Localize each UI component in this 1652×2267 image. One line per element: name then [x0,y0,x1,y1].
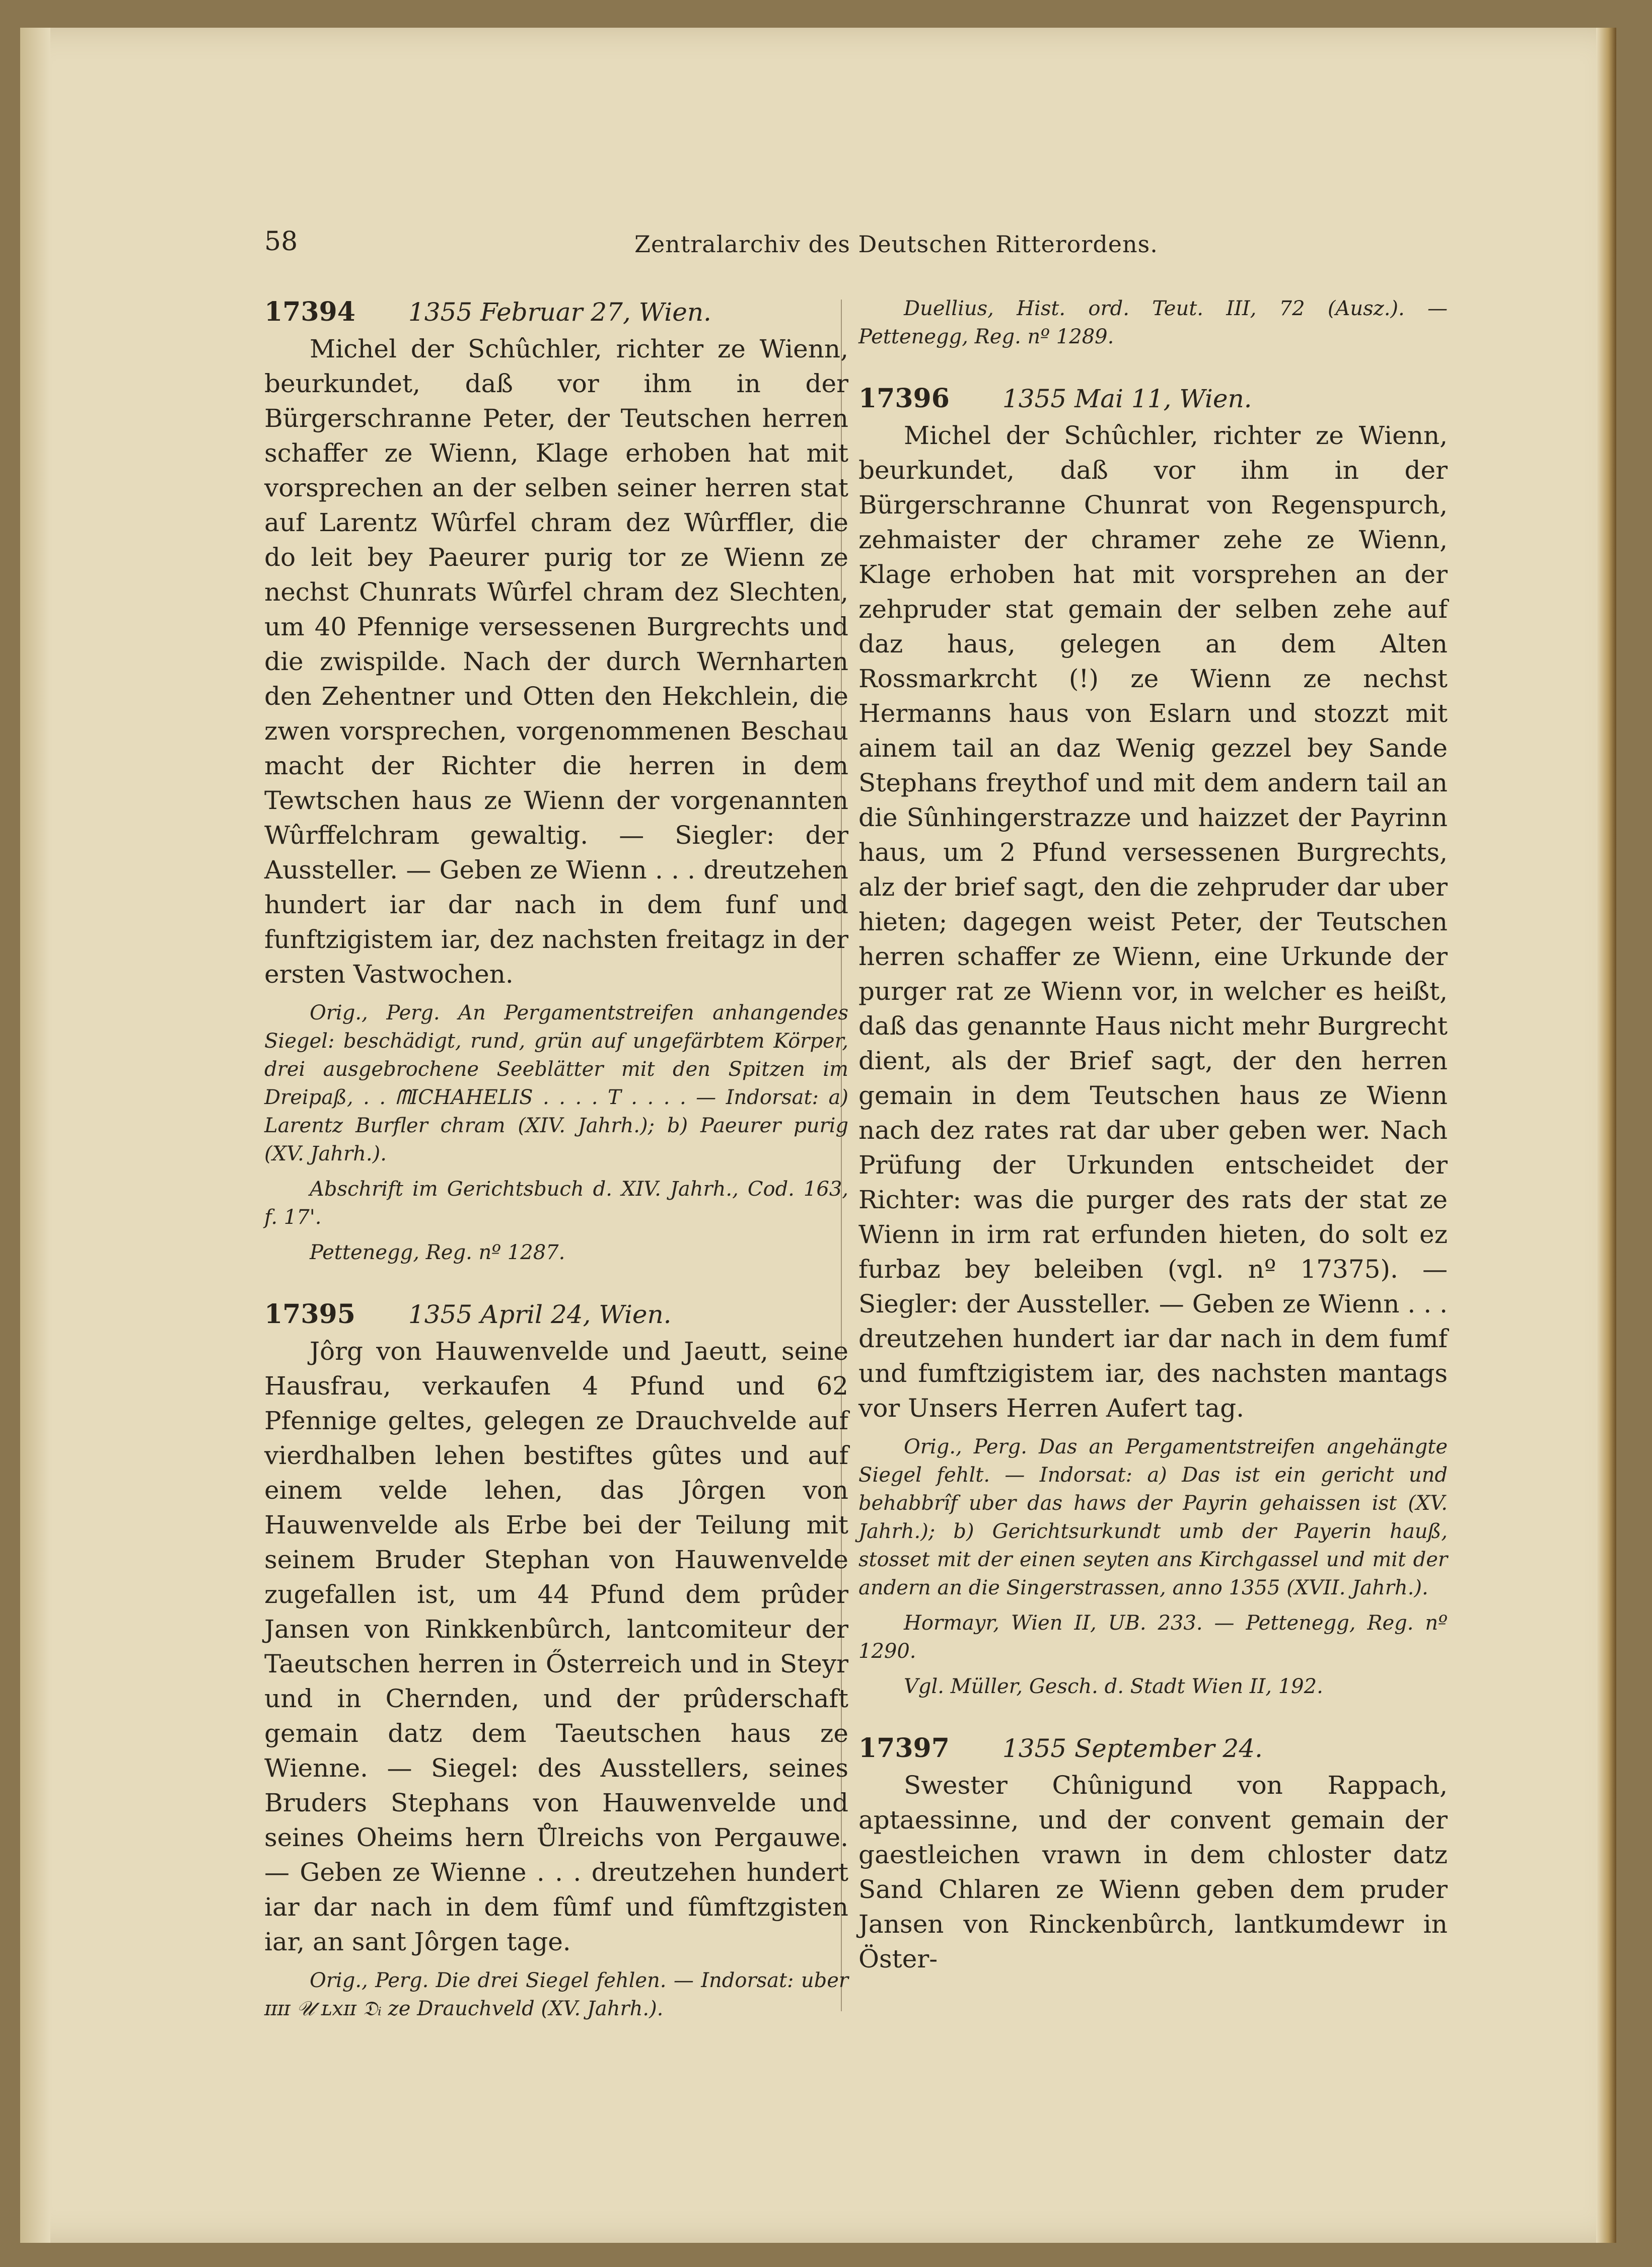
source-note: Orig., Perg. An Pergamentstreifen anhangendes Siegel: beschädigt, rund, grün auf ungefärbtem Körper, drei ausgebrochene Seeblätter mit den Spitzen im Dreipaß, . . ᗰICHAHELIS . . . . T . . . . — Indorsat: a) Larentz Burfler chram (XIV. Jahrh.); b) Paeurer purig (XV. Jahrh.). [264,1001,848,1165]
entry-number: 17396 [858,383,950,414]
entry-17397 [858,1731,1448,1977]
source-note: Orig., Perg. Das an Pergamentstreifen angehängte Siegel fehlt. — Indorsat: a) Das ist ein gericht und behabbrîf uber das haws der Payrin gehaissen ist (XV. Jahrh.); b) Gerichtsurkundt umb der Payerin hauß, stosset mit der einen seyten ans Kirchgassel und mit der andern an die Singerstrassen, anno 1355 (XVII. Jahrh.). [858,1435,1448,1599]
entry-text: Swester Chûnigund von Rappach, aptaessinne, und der convent gemain der gaestleichen vrawn in dem chloster datz Sand Chlaren ze Wienn geben dem pruder Jansen von Rinckenbûrch, lantkumdewr in Öster- [858,1771,1448,1973]
entry-heading [264,1297,848,1332]
literature-note: Vgl. Müller, Gesch. d. Stadt Wien II, 192. [904,1675,1323,1698]
running-title: Zentralarchiv des Deutschen Ritterordens. [634,231,1158,258]
page-header [264,227,1221,267]
entry-date: 1355 Mai 11, Wien. [1002,384,1252,413]
entry-notes [264,1966,848,2023]
entry-number: 17395 [264,1299,355,1330]
entry-text: Michel der Schûchler, richter ze Wienn, beurkundet, daß vor ihm in der Bürgerschranne Chunrat von Regenspurch, zehmaister der chramer zehe ze Wienn, Klage erhoben hat mit vorsprehen an der zehpruder stat gemain der selben zehe auf daz haus, gelegen an dem Alten Rossmarkrcht (!) ze Wienn ze nechst Hermanns haus von Eslarn und stozzt mit ainem tail an daz Wenig gezzel bey Sande Stephans freythof und mit dem andern tail an die Sûnhingerstrazze und haizzet der Payrinn haus, um 2 Pfund versessenen Burgrechts, alz der brief sagt, den die zehpruder dar uber hieten; dagegen weist Peter, der Teutschen herren schaffer ze Wienn, eine Urkunde der purger rat ze Wienn vor, in welcher es heißt, daß das genannte Haus nicht mehr Burgrecht dient, als der Brief sagt, der den herren gemain in dem Teutschen haus ze Wienn nach dez rates rat dar uber geben wer. Nach Prüfung der Urkunden entscheidet der Richter: was die purger des rats der stat ze Wienn in irm rat erfunden hieten, do solt ez furbaz bey beleiben (vgl. nº 17375). — Siegler: der Aussteller. — Geben ze Wienn . . . dreutzehen hundert iar dar nach in dem fumf und fumftzigistem iar, des nachsten mantags vor Unsers Herren Aufert tag. [858,421,1448,1423]
entry-17396 [858,381,1448,1701]
copy-note: Abschrift im Gerichtsbuch d. XIV. Jahrh., Cod. 163, f. 17'. [264,1178,848,1229]
register-note: Pettenegg, Reg. nº 1287. [310,1241,565,1264]
book-page [20,28,1616,2243]
entry-text: Jôrg von Hauwenvelde und Jaeutt, seine Hausfrau, verkaufen 4 Pfund und 62 Pfennige geltes, gelegen ze Drauchvelde auf vierdhalben lehen bestiftes gûtes und auf einem velde lehen, das Jôrgen von Hauwenvelde als Erbe bei der Teilung mit seinem Bruder Stephan von Hauwenvelde zugefallen ist, um 44 Pfund dem prûder Jansen von Rinkkenbûrch, lantcomiteur der Taeutschen herren in Ősterreich und in Steyr und in Chernden, und der prûderschaft gemain datz dem Taeutschen haus ze Wienne. — Siegel: des Ausstellers, seines Bruders Stephans von Hauwenvelde und seines Oheims hern Ůlreichs von Pergauwe. — Geben ze Wienne . . . dreutzehen hundert iar dar nach in dem fûmf und fûmftzgisten iar, an sant Jôrgen tage. [264,1337,848,1956]
entry-17394 [264,295,848,1267]
continuation-note: Duellius, Hist. ord. Teut. III, 72 (Ausz.). — Pettenegg, Reg. nº 1289. [858,297,1448,348]
source-note: Orig., Perg. Die drei Siegel fehlen. — Indorsat: uber ɪɪɪɪ 𝒰 ʟxɪɪ 𝔇ᵢ ze Drauchveld (XV. Jahrh.). [264,1969,848,2020]
page-spine-shadow [20,28,50,2243]
left-column [264,295,848,2023]
entry-number: 17394 [264,297,355,327]
entry-date: 1355 Februar 27, Wien. [408,298,711,327]
right-column [858,295,1448,1977]
page-edge-shadow [1596,28,1616,2243]
entry-text: Michel der Schûchler, richter ze Wienn, beurkundet, daß vor ihm in der Bürgerschranne Peter, der Teutschen herren schaffer ze Wienn, Klage erhoben hat mit vorsprechen an der selben seiner herren stat auf Larentz Wûrfel chram dez Wûrffler, die do leit bey Paeurer purig tor ze Wienn ze nechst Chunrats Wûrfel chram dez Slechten, um 40 Pfennige versessenen Burgrechts und die zwispilde. Nach der durch Wernharten den Zehentner und Otten den Hekchlein, die zwen vorsprechen, vorgenommenen Beschau macht der Richter die herren in dem Tewtschen haus ze Wienn der vorgenannten Wûrffelchram gewaltig. — Siegler: der Aussteller. — Geben ze Wienn . . . dreutzehen hundert iar dar nach in dem funf und funftzigistem iar, dez nachsten freitagz in der ersten Vastwochen. [264,334,848,989]
entry-17395 [264,1297,848,2023]
entry-notes [264,999,848,1267]
entry-heading [858,381,1448,416]
entry-number: 17397 [858,1733,950,1764]
entry-heading [858,1731,1448,1766]
entry-date: 1355 April 24, Wien. [408,1300,672,1329]
entry-heading [264,295,848,330]
entry-notes [858,1433,1448,1701]
register-note: Hormayr, Wien II, UB. 233. — Pettenegg, Reg. nº 1290. [858,1612,1448,1663]
page-number: 58 [264,227,298,257]
entry-date: 1355 September 24. [1002,1734,1263,1763]
